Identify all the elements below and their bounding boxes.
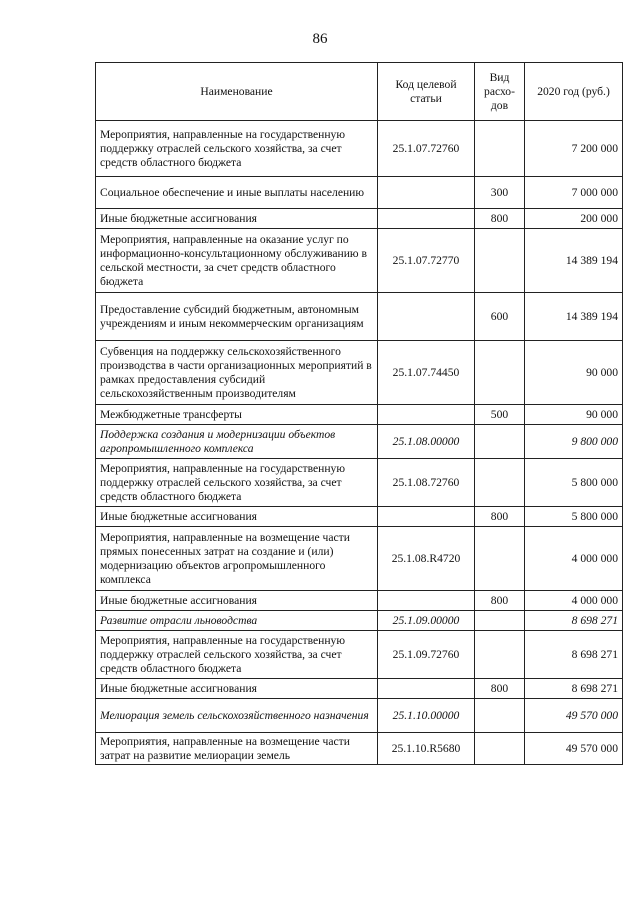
cell-name: Развитие отрасли льноводства [96,611,378,631]
table-row [96,229,623,293]
cell-amount: 7 000 000 [525,177,623,209]
cell-amount: 8 698 271 [525,611,623,631]
table-row [96,507,623,527]
cell-code: 25.1.09.72760 [378,631,475,679]
cell-name: Иные бюджетные ассигнования [96,591,378,611]
cell-amount: 90 000 [525,341,623,405]
cell-name: Социальное обеспечение и иные выплаты населению [96,177,378,209]
header-code: Код целевой статьи [378,63,475,121]
table-row [96,527,623,591]
header-type: Вид расхо-дов [475,63,525,121]
cell-name: Мероприятия, направленные на государственную поддержку отраслей сельского хозяйства, за счет средств областного бюджета [96,459,378,507]
cell-code [378,679,475,699]
table-header-row [96,63,623,121]
cell-code: 25.1.07.72760 [378,121,475,177]
cell-type: 800 [475,679,525,699]
cell-code: 25.1.10.R5680 [378,733,475,765]
cell-type: 800 [475,591,525,611]
cell-code: 25.1.09.00000 [378,611,475,631]
cell-type [475,341,525,405]
cell-code: 25.1.10.00000 [378,699,475,733]
cell-type [475,229,525,293]
cell-type: 300 [475,177,525,209]
cell-code [378,177,475,209]
cell-amount: 14 389 194 [525,293,623,341]
table-row [96,209,623,229]
cell-amount: 49 570 000 [525,699,623,733]
cell-name: Иные бюджетные ассигнования [96,209,378,229]
cell-amount: 4 000 000 [525,591,623,611]
cell-type [475,527,525,591]
cell-type: 500 [475,405,525,425]
table-row [96,699,623,733]
cell-name: Мелиорация земель сельскохозяйственного назначения [96,699,378,733]
cell-code [378,209,475,229]
budget-table [95,62,623,765]
cell-amount: 7 200 000 [525,121,623,177]
cell-amount: 5 800 000 [525,459,623,507]
table-row [96,425,623,459]
table-row [96,591,623,611]
page-number: 86 [312,31,328,47]
cell-amount: 90 000 [525,405,623,425]
cell-code: 25.1.07.74450 [378,341,475,405]
table-body [96,121,623,765]
cell-name: Иные бюджетные ассигнования [96,679,378,699]
table-row [96,293,623,341]
cell-name: Субвенция на поддержку сельскохозяйственного производства в части организационных мероприятий в рамках предоставления субсидий сельскохозяйственным производителям [96,341,378,405]
cell-code: 25.1.07.72770 [378,229,475,293]
cell-amount: 49 570 000 [525,733,623,765]
cell-type [475,699,525,733]
table-row [96,405,623,425]
cell-name: Межбюджетные трансферты [96,405,378,425]
table-row [96,631,623,679]
cell-type: 600 [475,293,525,341]
table-row [96,611,623,631]
cell-name: Мероприятия, направленные на оказание услуг по информационно-консультационному обслуживанию в сельской местности, за счет средств областного бюджета [96,229,378,293]
cell-type [475,733,525,765]
cell-code: 25.1.08.00000 [378,425,475,459]
cell-type: 800 [475,507,525,527]
table-row [96,177,623,209]
cell-name: Поддержка создания и модернизации объектов агропромышленного комплекса [96,425,378,459]
cell-type [475,121,525,177]
header-amount: 2020 год (руб.) [525,63,623,121]
cell-amount: 8 698 271 [525,631,623,679]
cell-amount: 200 000 [525,209,623,229]
cell-type: 800 [475,209,525,229]
cell-code: 25.1.08.R4720 [378,527,475,591]
cell-name: Мероприятия, направленные на государственную поддержку отраслей сельского хозяйства, за счет средств областного бюджета [96,121,378,177]
cell-name: Мероприятия, направленные на государственную поддержку отраслей сельского хозяйства, за счет средств областного бюджета [96,631,378,679]
cell-code [378,591,475,611]
table-row [96,459,623,507]
cell-amount: 4 000 000 [525,527,623,591]
cell-amount: 14 389 194 [525,229,623,293]
table-row [96,733,623,765]
cell-amount: 5 800 000 [525,507,623,527]
cell-code: 25.1.08.72760 [378,459,475,507]
table-row [96,341,623,405]
table-row [96,121,623,177]
cell-name: Предоставление субсидий бюджетным, автономным учреждениям и иным некоммерческим организациям [96,293,378,341]
cell-code [378,507,475,527]
cell-name: Иные бюджетные ассигнования [96,507,378,527]
header-name: Наименование [96,63,378,121]
cell-type [475,425,525,459]
cell-amount: 9 800 000 [525,425,623,459]
table-row [96,679,623,699]
cell-code [378,293,475,341]
cell-type [475,611,525,631]
cell-type [475,631,525,679]
cell-code [378,405,475,425]
cell-type [475,459,525,507]
cell-amount: 8 698 271 [525,679,623,699]
cell-name: Мероприятия, направленные на возмещение части прямых понесенных затрат на создание и (или) модернизацию объектов агропромышленного комплекса [96,527,378,591]
cell-name: Мероприятия, направленные на возмещение части затрат на развитие мелиорации земель [96,733,378,765]
